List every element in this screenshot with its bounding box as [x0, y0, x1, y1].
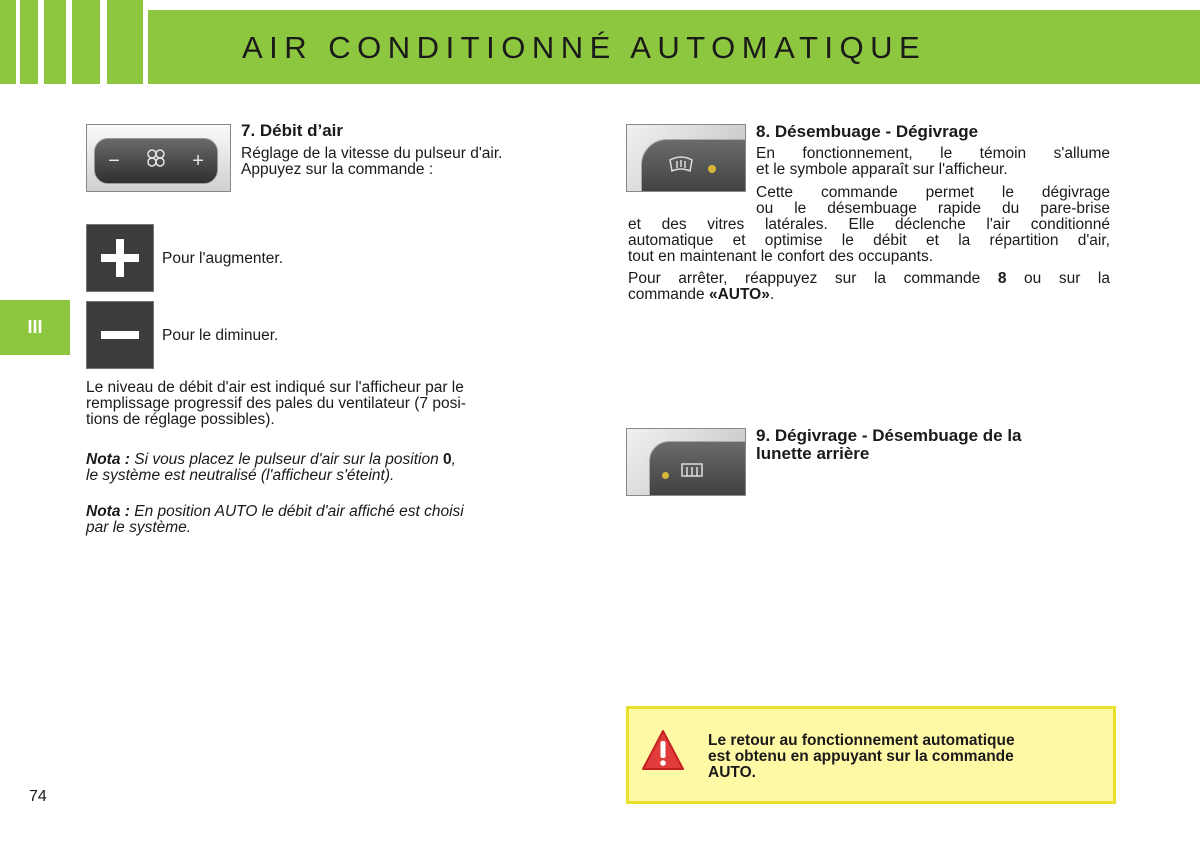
section9-heading-line1: 9. Dégivrage - Désembuage de la [756, 426, 1022, 445]
defrost-button-image [626, 124, 746, 192]
decrease-label: Pour le diminuer. [162, 327, 279, 344]
header-stripe-3 [44, 0, 66, 84]
increase-button-image [86, 224, 154, 292]
page-number: 74 [29, 788, 47, 805]
section8-p2-line5: tout en maintenant le confort des occupants. [628, 248, 934, 265]
warning-box [626, 706, 1116, 804]
section8-heading: 8. Désembuage - Dégivrage [756, 122, 979, 141]
p3-text-d: . [769, 286, 775, 303]
fan-speed-control-image [86, 124, 231, 192]
note1-text-a: Si vous placez le pulseur d'air sur la position [129, 451, 444, 468]
note1-line2: le système est neutralisé (l'afficheur s'éteint). [86, 467, 395, 484]
section7-intro-line2: Appuyez sur la commande : [241, 161, 434, 178]
section8-p3-line2 [628, 287, 774, 303]
section8-p3-line1 [628, 271, 1110, 287]
note1-label: Nota : [86, 451, 130, 468]
section7-heading: 7. Débit d’air [241, 121, 344, 140]
header-stripe-4 [72, 0, 100, 84]
warning-text [708, 733, 1108, 781]
section8-p2-line4: automatique et optimise le débit et la répartition d'air, [628, 232, 1110, 249]
plus-symbol: + [192, 149, 204, 172]
p3-bold-8: 8 [997, 270, 1007, 287]
indicator-light-icon [708, 165, 716, 173]
section8-p2-line2: ou le désembuage rapide du pare-brise [756, 200, 1110, 217]
rear-indicator-light-icon [662, 472, 669, 479]
windscreen-defrost-icon [668, 154, 694, 179]
warning-line1: Le retour au fonctionnement automatique [708, 732, 1015, 749]
warning-line2: est obtenu en appuyant sur la commande [708, 748, 1014, 765]
section8-p1-line2: et le symbole apparaît sur l'afficheur. [756, 161, 1008, 178]
note2 [86, 504, 464, 520]
rear-defrost-button-image [626, 428, 746, 496]
note1-bold: 0 [443, 451, 452, 468]
level-line3: tions de réglage possibles). [86, 411, 275, 428]
section7-intro-line1: Réglage de la vitesse du pulseur d'air. [241, 145, 503, 162]
section8-p2-line1: Cette commande permet le dégivrage [756, 184, 1110, 201]
minus-symbol: − [108, 149, 120, 172]
warning-line3: AUTO. [708, 764, 756, 781]
note2-line2: par le système. [86, 519, 192, 536]
level-line2: remplissage progressif des pales du ventilateur (7 posi- [86, 395, 466, 412]
note2-text: En position AUTO le débit d'air affiché est choisi [129, 503, 464, 520]
section8-p1-line1: En fonctionnement, le témoin s'allume [756, 145, 1110, 162]
note1-text-b: , [451, 451, 456, 468]
p3-bold-auto: «AUTO» [708, 286, 770, 303]
rear-defrost-button-shape [649, 441, 746, 496]
increase-label: Pour l'augmenter. [162, 250, 284, 267]
chapter-tab: III [0, 300, 70, 355]
header-stripe-2 [20, 0, 38, 84]
plus-icon [101, 239, 139, 277]
fan-icon [146, 148, 166, 174]
rear-window-defrost-icon [680, 462, 704, 485]
fan-control-knob [94, 138, 218, 184]
p3-text-b: ou sur la [1006, 270, 1110, 287]
minus-icon [101, 331, 139, 339]
section8-p2-line3: et des vitres latérales. Elle déclenche l'air conditionné [628, 216, 1110, 233]
defrost-button-shape [641, 139, 746, 192]
note2-label: Nota : [86, 503, 130, 520]
section9-heading-line2: lunette arrière [756, 444, 870, 463]
note1 [86, 452, 456, 468]
header-stripe-1 [0, 0, 16, 84]
p3-text-a: Pour arrêter, réappuyez sur la commande [628, 270, 998, 287]
warning-triangle-icon [641, 729, 685, 776]
decrease-button-image [86, 301, 154, 369]
level-line1: Le niveau de débit d'air est indiqué sur l'afficheur par le [86, 379, 464, 396]
header-stripe-5 [107, 0, 143, 84]
page-title: AIR CONDITIONNÉ AUTOMATIQUE [242, 30, 927, 65]
p3-text-c: commande [628, 286, 709, 303]
